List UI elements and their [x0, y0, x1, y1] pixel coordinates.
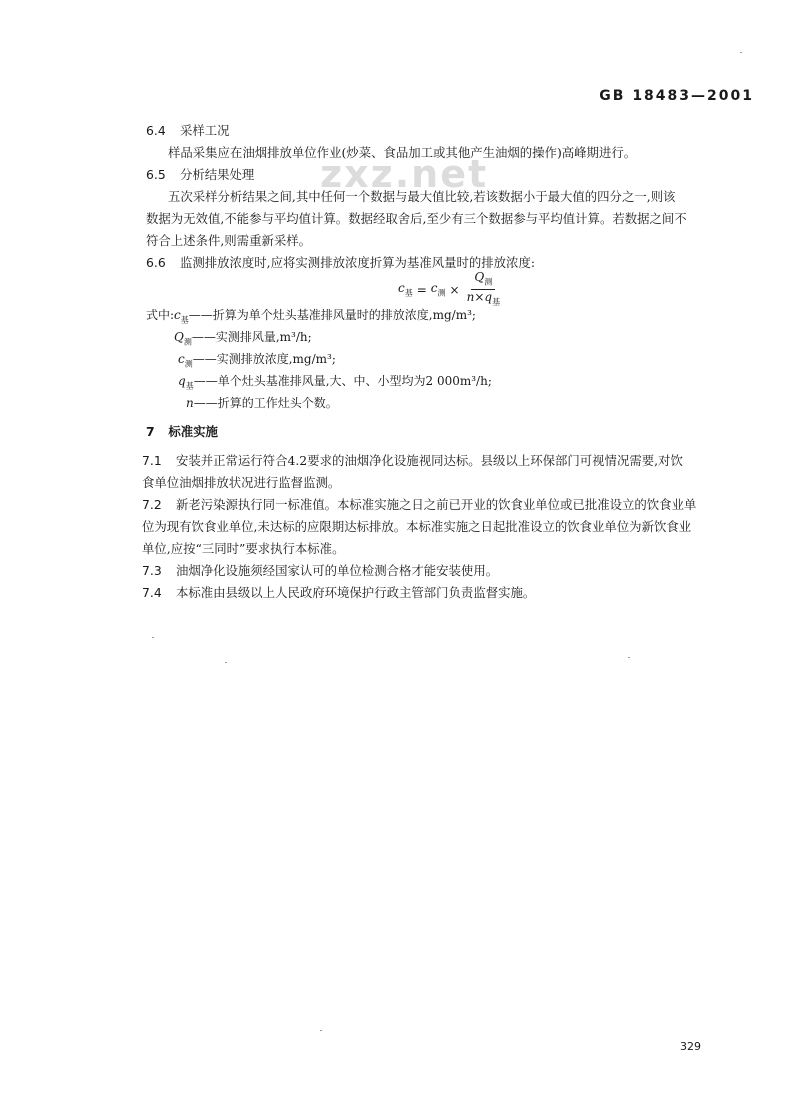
section-7-3: 7.3 油烟净化设施须经国家认可的单位检测合格才能安装使用。	[142, 563, 499, 578]
paragraph-line: 五次采样分析结果之间,其中任何一个数据与最大值比较,若该数据小于最大值的四分之一,则该	[168, 189, 676, 204]
scan-speck	[628, 657, 630, 658]
definition-row: n——折算的工作灶头个数。	[186, 396, 338, 410]
definition-row: $Q_测——$实测排风量,m³/h;	[174, 330, 312, 347]
section-text: 监测排放浓度时,应将实测排放浓度折算为基准风量时的排放浓度:	[179, 255, 536, 270]
section-number: 6.5	[146, 167, 166, 182]
section-number: 6.4	[146, 123, 166, 138]
section-7-4: 7.4 本标准由县级以上人民政府环境保护行政主管部门负责监督实施。	[142, 585, 536, 600]
scan-speck	[152, 637, 154, 638]
scan-speck	[225, 662, 227, 663]
section-number: 7.2	[142, 497, 162, 512]
paragraph-line: 单位,应按“三同时”要求执行本标准。	[142, 541, 345, 556]
formula-fraction	[464, 270, 503, 310]
section-title: 分析结果处理	[179, 167, 255, 182]
paragraph-line: 数据为无效值,不能参与平均值计算。数据经取舍后,至少有三个数据参与平均值计算。若数据之间不	[146, 211, 687, 226]
scan-speck	[740, 52, 742, 53]
paragraph-line: 位为现有饮食业单位,未达标的应限期达标排放。本标准实施之日起批准设立的饮食业单位为新饮食业	[142, 519, 692, 534]
paragraph-line: 食单位油烟排放状况进行监督监测。	[142, 475, 341, 490]
definition-row: 式中$:c_基——$折算为单个灶头基准排风量时的排放浓度,mg/m³;	[146, 308, 476, 325]
definition-row: $q_基——$单个灶头基准排风量,大、中、小型均为2 000m³/h;	[178, 374, 492, 391]
formula-lhs: $c_基$	[398, 281, 413, 298]
section-title: 标准实施	[168, 424, 218, 439]
fraction-denominator: $n\times q_基$	[466, 290, 501, 307]
fraction-numerator: $Q_测$	[471, 270, 495, 290]
section-number: 7.3	[142, 563, 162, 578]
watermark: zxz.net	[320, 152, 489, 196]
section-number: 7	[146, 424, 155, 439]
definitions-prefix: 式中:	[146, 308, 175, 322]
definition-row: $c_测——$实测排放浓度,mg/m³;	[178, 352, 336, 369]
page-number: 329	[680, 1040, 701, 1053]
formula-equals: =	[416, 282, 427, 297]
section-number: 7.4	[142, 585, 162, 600]
section-6-4-heading	[146, 122, 230, 140]
section-7-heading	[146, 423, 218, 441]
standard-code: GB 18483—2001	[599, 88, 754, 104]
section-number: 6.6	[146, 255, 166, 270]
scan-speck	[320, 1030, 322, 1031]
section-title: 采样工况	[179, 123, 230, 138]
formula-times: ×	[449, 282, 460, 297]
formula-c: $c_测$	[430, 281, 446, 298]
section-7-2: 7.2 新老污染源执行同一标准值。本标准实施之日之前已开业的饮食业单位或已批准设立的饮食业单	[142, 497, 697, 512]
section-7-1: 7.1 安装并正常运行符合4.2要求的油烟净化设施视同达标。县级以上环保部门可视情况需要,对饮	[142, 453, 683, 468]
concentration-formula	[398, 270, 503, 310]
section-number: 7.1	[142, 453, 162, 468]
paragraph-line: 符合上述条件,则需重新采样。	[146, 233, 312, 248]
section-6-5-heading	[146, 166, 254, 184]
paragraph-line: 样品采集应在油烟排放单位作业(炒菜、食品加工或其他产生油烟的操作)高峰期进行。	[168, 145, 637, 160]
